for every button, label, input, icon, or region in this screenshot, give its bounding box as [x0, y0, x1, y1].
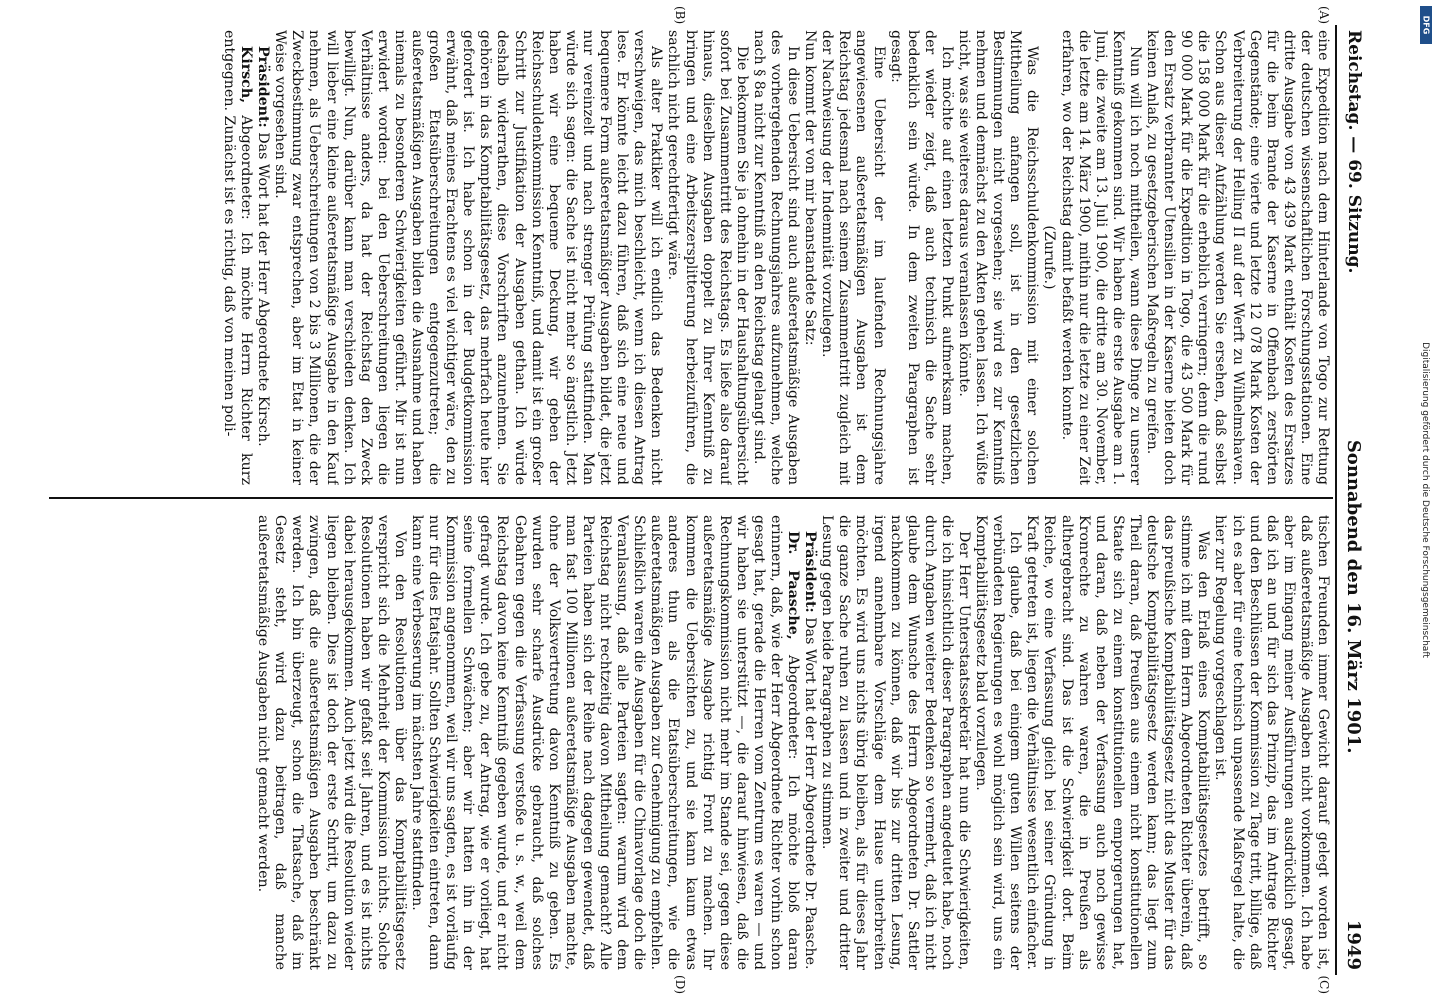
paragraph: Was den Erlaß eines Komptabilitätsgesetzes betrifft, so stimme ich mit dem Herrn Abgeordneten Richter überein, daß das preußische Komptabilitätsgesetz nicht das Muster für das deutsche Komptabilitätsgesetz werden kann; das liegt zum Theil daran, daß Preußen aus einem nicht konstitutionellen Staate sich zu einem konstitutionellen emporgerungen hat, und daran, daß neben der Verfassung auch noch gewisse Kronrechte zu wahren waren, die in Preußen als althergebracht sind. Das ist die Schwierigkeit dort. Beim Reiche, wo eine Verfassung gleich bei seiner Gründung in Kraft getreten ist, liegen die Verhältnisse wesentlich einfacher. [1024, 515, 1212, 970]
paragraph: Eine Uebersicht der im laufenden Rechnungsjahre angewiesenen außeretatsmäßigen Ausgaben ist dem Reichstag jedesmal nach seinem Zusammentritt zugleich mit der Nachweisung der Indemnität vorzulegen. [819, 30, 887, 485]
right-column [47, 515, 1331, 970]
paragraph: In diese Uebersicht sind auch außeretatsmäßige Ausgaben des vorhergehenden Rechnungsjahres aufzunehmen, welche nach § 8a nicht zur Kenntniß an den Reichstag gelangt sind. [750, 30, 802, 485]
speaker-paragraph [801, 515, 818, 970]
paragraph: tischen Freunden immer Gewicht darauf gelegt worden ist, daß außeretatsmäßige Ausgaben nicht vorkommen. Ich habe aber im Eingang meiner Ausführungen ausdrücklich gesagt, daß ich an und für sich das Prinzip, das im Antrage Richter und den Beschlüssen der Kommission zu Tage tritt, billige, daß ich es aber für eine technisch unpassende Maßregel halte, die hier zur Regelung vorgeschlagen ist. [1212, 515, 1331, 970]
speaker-name: Präsident: [802, 531, 819, 613]
interjection: (Zurufe.) [1041, 225, 1058, 290]
margin-marker-a: (A) [1317, 6, 1331, 25]
dfg-logo-text: DFG [1421, 15, 1431, 35]
speaker-text: Abgeordneter: Ich möchte bloß daran erinnern, daß, wie der Herr Abgeordnete Richter vorhin schon gesagt hat, gerade die Herren vom Zentrum es waren — und wir haben sie unterstützt —, die darauf hinwiesen, daß die Rechnungskommission nicht mehr im Stande sei, gegen diese außeretatsmäßige Ausgabe richtig Front zu machen. Ihr kommen die Uebersichten zu, und sie kann kaum etwas anderes thun als die Etatsüberschreitungen, wie die außeretatsmäßigen Ausgaben zur Genehmigung zu empfehlen. Schließlich waren die Ausgaben für die Chinavorlage doch die Veranlassung, daß alle Parteien sagten: warum wird dem Reichstag nicht rechtzeitig davon Mittheilung gemacht? Alle Parteien haben sich der Reihe nach dagegen gewendet, daß man fast 100 Millionen außeretatsmäßige Ausgaben machte, ohne der Volksvertretung davon Kenntniß zu geben. Es wurden sehr scharfe Ausdrücke gebraucht, daß solches Gebahren gegen die Verfassung verstoße u. s. w., weil dem Reichstag davon keine Kenntniß gegeben wurde, und er nicht gefragt wurde. Ich gebe zu, der Antrag, wie er vorliegt, hat seine formellen Schwächen; aber wir hatten ihn in der Kommission angenommen, weil wir uns sagten, es ist vorläufig nur für dies Etatsjahr. Sollten Schwierigkeiten eintreten, dann kann eine Verbesserung im nächsten Jahre stattfinden. [409, 515, 802, 970]
paragraph: Die bekommen Sie ja ohnehin in der Haushaltungsübersicht sofort bei Zusammentritt des Reichstags. Es ließe also darauf hinaus, dieselben Ausgaben doppelt zu Ihrer Kenntniß zu bringen und eine Arbeitszersplitterung herbeizuführen, die sachlich nicht gerechtfertigt wäre. [665, 30, 750, 485]
page-number: 1949 [1343, 919, 1365, 970]
digitization-notice-text: Digitalisierung gefördert durch die Deutsche Forschungsgemeinschaft [1420, 342, 1430, 658]
speaker-text: Das Wort hat der Herr Abgeordnete Dr. Paasche. [802, 617, 819, 970]
header-left: Reichstag. — 69. Sitzung. [1344, 30, 1364, 274]
speaker-text: Das Wort hat der Herr Abgeordnete Kirsch. [255, 132, 272, 447]
speaker-name: Kirsch, [238, 46, 255, 104]
margin-marker-d: (D) [673, 975, 687, 994]
header-date: Sonnabend den 16. März 1901. [1343, 439, 1365, 754]
paragraph: Ich möchte auf einen letzten Punkt aufmerksam machen, der wieder zeigt, daß auch technisch die Sache sehr bedenklich sein würde. In dem zweiten Paragraphen ist gesagt: [887, 30, 955, 485]
digitization-notice [1420, 10, 1430, 990]
column-divider [49, 497, 1333, 499]
speaker-text: Abgeordneter: Ich möchte Herrn Richter kurz entgegnen. Zunächst ist es richtig, daß von meinen poli- [221, 30, 255, 485]
dfg-logo [1420, 6, 1432, 44]
margin-marker-b: (B) [673, 6, 687, 25]
speaker-name: Präsident: [255, 46, 272, 128]
margin-marker-c: (C) [1317, 975, 1331, 994]
paragraph: Nun kommt der von mir beanstandete Satz: [802, 30, 819, 346]
rotated-sheet [37, 0, 1377, 1000]
paragraph: Was die Reichsschuldenkommission mit einer solchen Mittheilung anfangen soll, ist in den gesetzlichen Bestimmungen nicht vorgesehen; sie wird es zur Kenntniß nehmen und demnächst zu den Akten gehen lassen. Ich wüßte nicht, was sie weiteres daraus veranlassen könnte. [956, 30, 1041, 485]
paragraph: Als alter Praktiker will ich endlich das Bedenken nicht verschweigen, das mich beschleicht, wenn ich diesen Antrag lese. Er könnte leicht dazu führen, daß sich eine neue und bequemere Form außeretatsmäßiger Ausgaben bildet, die jetzt nur vereinzelt und nach strenger Prüfung stattfinden. Man würde sich sagen: die Sache ist nicht mehr so ängstlich. Jetzt haben wir eine bequeme Deckung, wir geben der Reichsschuldenkommission Kenntniß, und damit ist ein großer Schritt zur Justifikation der Ausgaben gethan. Ich würde deshalb widerrathen, diese Vorschriften anzunehmen. Sie gehören in das Komptabilitätsgesetz, das mehrfach heute hier gefordert ist. Ich habe schon in der Budgetkommission erwähnt, daß meines Erachtens es viel wichtiger wäre, den zu großen Etatsüberschreitungen entgegenzutreten; die außeretatsmäßigen Ausgaben bilden die Ausnahme und haben niemals zu besonderen Schwierigkeiten geführt. Mir ist nun erwidert worden: bei den Ueberschreitungen liegen die Verhältnisse anders, da hat der Reichstag den Zweck bewilligt. Nun, darüber kann man verschieden denken. Ich will lieber eine kleine außeretatsmäßige Ausgabe in den Kauf nehmen, als Ueberschreitungen von 2 bis 3 Millionen, die der Zweckbestimmung zwar entsprechen, aber im Etat in keiner Weise vorgesehen sind. [272, 30, 665, 485]
speaker-paragraph [254, 30, 271, 485]
page-header [1339, 30, 1369, 970]
speaker-paragraph [408, 515, 801, 970]
paragraph: Nun will ich noch mittheilen, wann diese Dinge zu unserer Kenntniß gekommen sind. Wir haben die erste Ausgabe am 1. Juni, die zweite am 13. Juli 1900, die dritte am 30. November, die letzte am 14. März 1900, mithin nur die letzte zu einer Zeit erfahren, wo der Reichstag damit befaßt werden konnte. [1058, 30, 1143, 485]
paragraph: Der Herr Unterstaatssekretär hat nun die Schwierigkeiten, die ich hinsichtlich dieser Paragraphen angedeutet habe, noch durch Angaben weiterer Bedenken so vermehrt, daß ich nicht glaube dem Wunsche des Herrn Abgeordneten Dr. Sattler nachkommen zu können, daß wir bis zur dritten Lesung, irgend annehmbare Vorschläge dem Hause unterbreiten möchten. Es wird uns nichts übrig bleiben, als für dieses Jahr die ganze Sache ruhen zu lassen und in zweiter und dritter Lesung gegen beide Paragraphen zu stimmen. [819, 515, 973, 970]
speaker-paragraph [220, 30, 254, 485]
left-column [47, 30, 1331, 485]
paragraph: eine Expedition nach dem Hinterlande von Togo zur Rettung der deutschen wissenschaftlichen Forschungsstationen. Eine dritte Ausgabe von 43 439 Mark enthält Kosten des Ersatzes für die beim Brande der Kaserne in Offenbach zerstörten Gegenstände; eine vierte und letzte 12 078 Mark Kosten der Verbreiterung der Helling II auf der Werft zu Wilhelmshaven. Schon aus dieser Aufzählung werden Sie ersehen, daß selbst die 158 000 Mark für die erheblich verringern; denn die rund 90 000 Mark für die Expedition in Togo, die 43 500 Mark für den Ersatz verbrannter Utensilien in der Kaserne bieten doch keinen Anlaß, zu gesetzgeberischen Maßregeln zu greifen. [1144, 30, 1331, 485]
paragraph: Von den Resolutionen über das Komptabilitätsgesetz verspricht sich die Mehrheit der Kommission nichts. Solche Resolutionen haben wir gefaßt seit Jahren, und es ist nichts dabei herausgekommen. Auch jetzt wird die Resolution wieder liegen bleiben. Dies ist doch der erste Schritt, um dazu zu zwingen, daß die außeretatsmäßigen Ausgaben beschränkt werden. Ich bin überzeugt, schon die Thatsache, daß im Gesetz steht, wird dazu beitragen, daß manche außeretatsmäßige Ausgaben nicht gemacht werden. [255, 515, 408, 970]
paragraph: Ich glaube, daß bei einigem guten Willen seitens der verbündeten Regierungen es wohl möglich sein wird, uns ein Komptabilitätsgesetz bald vorzulegen. [973, 515, 1024, 970]
header-rule [1335, 25, 1337, 975]
speaker-name: Dr. Paasche, [785, 531, 802, 640]
